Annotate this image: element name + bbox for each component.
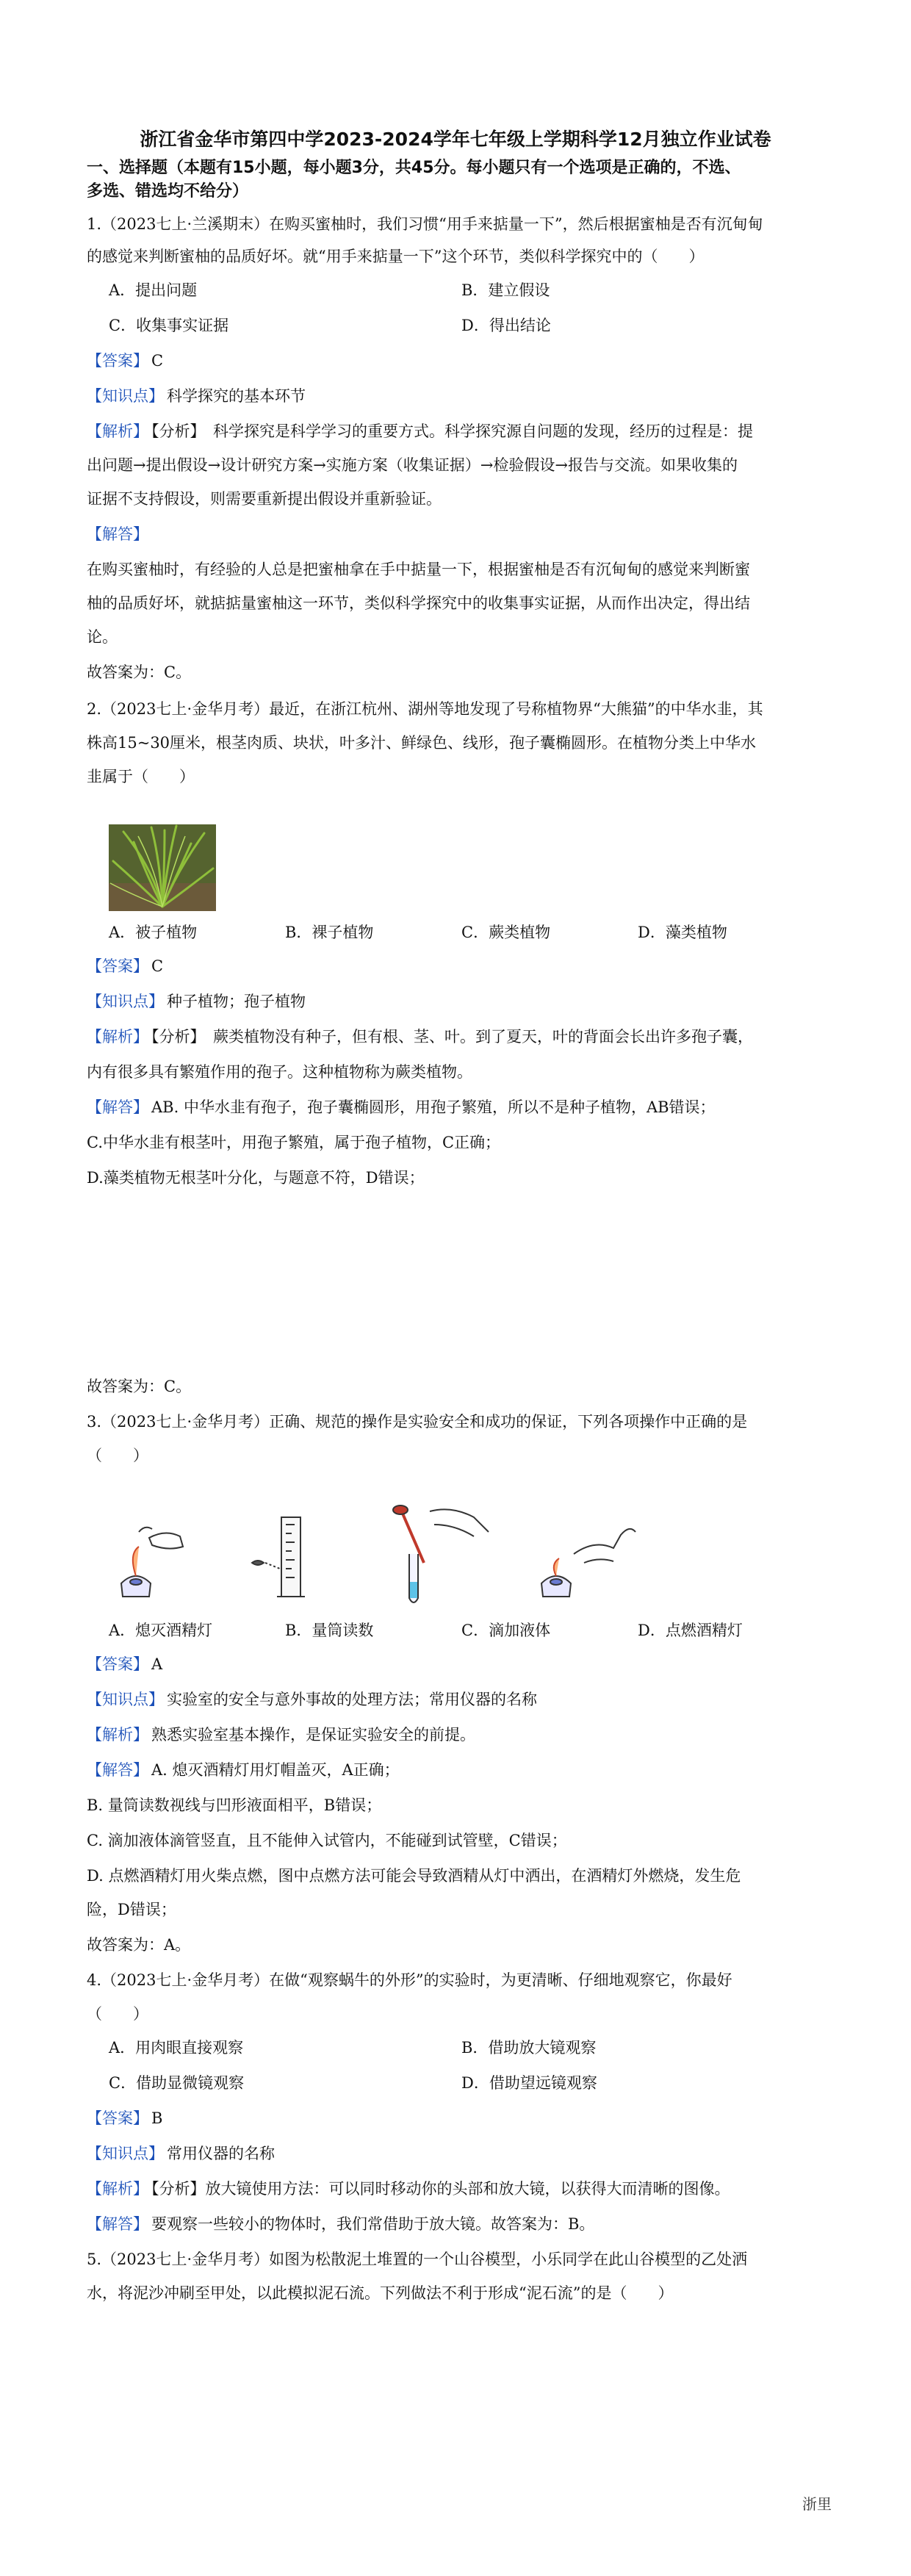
q4-option-c: C．借助显微镜观察 [109, 2074, 245, 2092]
q2-option-c: C．蕨类植物 [461, 924, 551, 941]
q1-answer-value: C [151, 352, 164, 370]
page-footer: 浙里 [802, 2495, 832, 2513]
q1-solution-heading [87, 523, 827, 545]
chinese-quillwort-photo [109, 824, 216, 911]
knowledge-tag: 【知识点】 [87, 1691, 164, 1708]
q3-answer-value: A [151, 1655, 163, 1673]
answer-tag: 【答案】 [87, 1655, 148, 1673]
q3-analysis-text1: 熟悉实验室基本操作，是保证实验安全的前提。 [151, 1726, 475, 1744]
solution-tag: 【解答】 [87, 1761, 148, 1779]
q4-knowledge-text: 常用仪器的名称 [167, 2145, 275, 2162]
q2-stem-line3: 韭属于（ ） [87, 768, 195, 785]
q4-analysis-line1 [87, 2178, 827, 2200]
q2-solution-line3: D.藻类植物无根茎叶分化，与题意不符，D错误； [87, 1169, 425, 1187]
section-heading-line1: 一、选择题（本题有15小题，每小题3分，共45分。每小题只有一个选项是正确的，不选、 [87, 159, 741, 177]
q3-option-c: C．滴加液体 [461, 1622, 551, 1639]
q1-analysis-line1 [87, 420, 827, 442]
q2-option-d: D．藻类植物 [638, 924, 727, 941]
analysis-head: 【分析】 [151, 1028, 198, 1046]
q4-stem-line2: （ ） [87, 2005, 148, 2023]
page-title: 浙江省金华市第四中学2023-2024学年七年级上学期科学12月独立作业试卷 [140, 129, 771, 150]
q1-solution-line2: 柚的品质好坏，就掂掂量蜜柚这一环节，类似科学探究中的收集事实证据，从而作出决定，得出结 [87, 594, 750, 612]
q2-knowledge-text: 种子植物；孢子植物 [167, 993, 306, 1010]
q4-answer-value: B [151, 2109, 163, 2127]
solution-tag: 【解答】 [87, 2215, 148, 2233]
analysis-head: 【分析】 [151, 2180, 206, 2198]
q2-option-b: B．裸子植物 [285, 924, 374, 941]
solution-tag: 【解答】 [87, 525, 148, 543]
q3-stem-line1: 3.（2023七上·金华月考）正确、规范的操作是实验安全和成功的保证，下列各项操作中正确的是 [87, 1413, 748, 1431]
q2-knowledge [87, 990, 827, 1012]
plant-image [109, 824, 216, 911]
q2-analysis-line2: 内有很多具有繁殖作用的孢子。这种植物称为蕨类植物。 [87, 1063, 472, 1081]
q5-stem-line1: 5.（2023七上·金华月考）如图为松散泥土堆置的一个山谷模型，小乐同学在此山谷模型的乙处洒 [87, 2251, 748, 2268]
q1-answer [87, 350, 827, 372]
figure-cylinder-reading [252, 1517, 305, 1597]
section-heading-line2: 多选、错选均不给分） [87, 182, 249, 201]
q3-knowledge [87, 1688, 827, 1710]
lab-operation-figures [107, 1503, 650, 1613]
q2-stem-line1: 2.（2023七上·金华月考）最近，在浙江杭州、湖州等地发现了号称植物界“大熊猫”的中华水韭，其 [87, 700, 763, 718]
q1-solution-line3: 论。 [87, 628, 118, 646]
q3-solution-line2: B. 量筒读数视线与凹形液面相平，B错误； [87, 1796, 382, 1814]
answer-tag: 【答案】 [87, 957, 148, 975]
q3-analysis-line1 [87, 1724, 827, 1746]
q2-answer [87, 955, 827, 977]
q4-analysis-text1: 放大镜使用方法：可以同时移动你的头部和放大镜，以获得大而清晰的图像。 [205, 2180, 730, 2198]
q1-knowledge-text: 科学探究的基本环节 [167, 387, 306, 405]
q3-solution-line3: C. 滴加液体滴管竖直，且不能伸入试管内，不能碰到试管壁，C错误； [87, 1832, 567, 1849]
q2-solution-line1 [87, 1096, 827, 1118]
q2-solution-text1: AB. 中华水韭有孢子，孢子囊椭圆形，用孢子繁殖，所以不是种子植物，AB错误； [151, 1098, 716, 1116]
q4-knowledge [87, 2143, 827, 2165]
q2-stem-line2: 株高15~30厘米，根茎肉质、块状，叶多汁、鲜绿色、线形，孢子囊椭圆形。在植物分类上中华水 [87, 734, 757, 752]
q1-option-a: A．提出问题 [109, 281, 198, 299]
q4-option-a: A．用肉眼直接观察 [109, 2039, 244, 2057]
q4-option-b: B．借助放大镜观察 [461, 2039, 597, 2057]
q2-analysis-text1: 蕨类植物没有种子，但有根、茎、叶。到了夏天，叶的背面会长出许多孢子囊， [213, 1028, 753, 1046]
q1-analysis-line2: 出问题→提出假设→设计研究方案→实施方案（收集证据）→检验假设→报告与交流。如果收集的 [87, 456, 738, 474]
analysis-tag: 【解析】 [87, 1028, 148, 1046]
q1-solution-line1: 在购买蜜柚时，有经验的人总是把蜜柚拿在手中掂量一下，根据蜜柚是否有沉甸甸的感觉来判断蜜 [87, 561, 750, 578]
analysis-tag: 【解析】 [87, 2180, 148, 2198]
q3-option-d: D．点燃酒精灯 [638, 1622, 743, 1639]
q2-solution-line2: C.中华水韭有根茎叶，用孢子繁殖，属于孢子植物，C正确； [87, 1134, 501, 1151]
q1-analysis-text1: 科学探究是科学学习的重要方式。科学探究源自问题的发现，经历的过程是：提 [213, 422, 753, 440]
q3-solution-line4: D. 点燃酒精灯用火柴点燃，图中点燃方法可能会导致酒精从灯中洒出，在酒精灯外燃烧，发生危 [87, 1867, 741, 1885]
q4-stem-line1: 4.（2023七上·金华月考）在做“观察蜗牛的外形”的实验时，为更清晰、仔细地观察它，你最好 [87, 1971, 732, 1989]
q5-stem-line2: 水，将泥沙冲刷至甲处，以此模拟泥石流。下列做法不利于形成“泥石流”的是（ ） [87, 2284, 674, 2302]
knowledge-tag: 【知识点】 [87, 387, 164, 405]
analysis-tag: 【解析】 [87, 1726, 148, 1744]
q3-final: 故答案为：A。 [87, 1936, 191, 1954]
figure-light-lamp [541, 1529, 635, 1597]
q4-answer [87, 2107, 827, 2129]
q2-analysis-line1 [87, 1026, 827, 1048]
q3-solution-line1 [87, 1759, 827, 1781]
q2-final: 故答案为：C。 [87, 1378, 192, 1395]
q1-stem-line1: 1.（2023七上·兰溪期末）在购买蜜柚时，我们习惯“用手来掂量一下”，然后根据蜜柚是否有沉甸甸 [87, 215, 763, 233]
q1-analysis-line3: 证据不支持假设，则需要重新提出假设并重新验证。 [87, 490, 442, 508]
q3-option-a: A．熄灭酒精灯 [109, 1622, 213, 1639]
knowledge-tag: 【知识点】 [87, 993, 164, 1010]
analysis-tag: 【解析】 [87, 422, 148, 440]
q1-stem-line2: 的感觉来判断蜜柚的品质好坏。就“用手来掂量一下”这个环节，类似科学探究中的（ ） [87, 248, 705, 265]
knowledge-tag: 【知识点】 [87, 2145, 164, 2162]
q1-final: 故答案为：C。 [87, 663, 192, 681]
analysis-head: 【分析】 [151, 422, 198, 440]
q3-solution-line5: 险，D错误； [87, 1901, 176, 1918]
q2-answer-value: C [151, 957, 164, 975]
figure-dropping-liquid [393, 1505, 489, 1602]
figure-extinguish-lamp [121, 1528, 183, 1597]
q3-answer [87, 1653, 827, 1675]
q4-solution-text1: 要观察一些较小的物体时，我们常借助于放大镜。故答案为：B。 [151, 2215, 595, 2233]
q1-option-c: C．收集事实证据 [109, 317, 229, 334]
solution-tag: 【解答】 [87, 1098, 148, 1116]
q1-knowledge [87, 385, 827, 407]
q3-stem-line2: （ ） [87, 1447, 148, 1464]
q4-solution-line1 [87, 2213, 827, 2235]
answer-tag: 【答案】 [87, 2109, 148, 2127]
q3-solution-text1: A. 熄灭酒精灯用灯帽盖灭，A正确； [151, 1761, 400, 1779]
answer-tag: 【答案】 [87, 352, 148, 370]
q1-option-d: D．得出结论 [461, 317, 551, 334]
q3-knowledge-text: 实验室的安全与意外事故的处理方法；常用仪器的名称 [167, 1691, 537, 1708]
q2-option-a: A．被子植物 [109, 924, 198, 941]
q4-option-d: D．借助望远镜观察 [461, 2074, 597, 2092]
q3-option-b: B．量筒读数 [285, 1622, 374, 1639]
q1-option-b: B．建立假设 [461, 281, 550, 299]
